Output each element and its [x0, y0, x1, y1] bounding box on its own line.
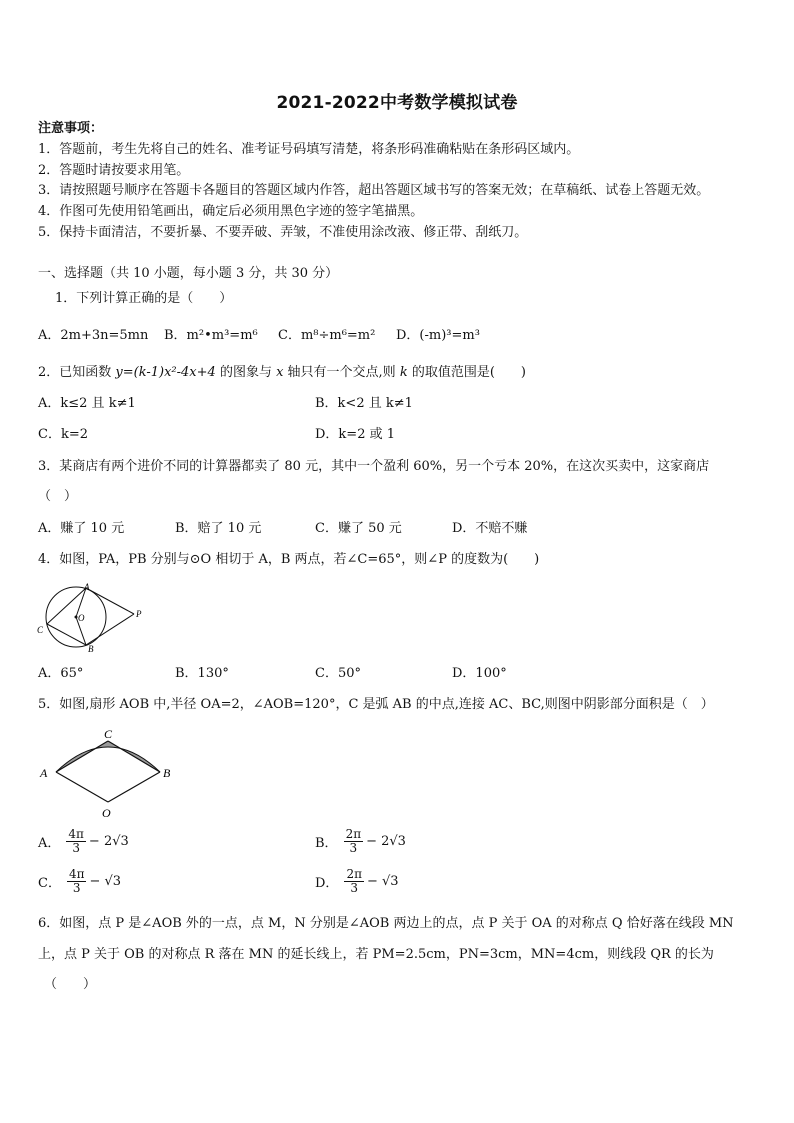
note-item: 5．保持卡面清洁，不要折暴、不要弄破、弄皱，不准使用涂改液、修正带、刮纸刀。 — [38, 225, 528, 240]
q5-option-rest: − 2√3 — [88, 834, 129, 849]
q5-arc-ab — [56, 747, 160, 772]
q3-option-c: C．赚了 50 元 — [315, 521, 402, 536]
q1-option-b: B．m²•m³=m⁶ — [164, 328, 258, 343]
q4-label-c: C — [37, 625, 44, 635]
q2-function: y=(k-1)x²-4x+4 — [115, 365, 216, 380]
q2-option-b: B．k<2 且 k≠1 — [315, 396, 413, 411]
q4-label-o: O — [78, 613, 85, 623]
note-item: 2．答题时请按要求用笔。 — [38, 163, 190, 178]
q4-label-b: B — [88, 644, 94, 652]
question-2-stem — [38, 365, 526, 381]
notes-heading: 注意事项： — [38, 121, 104, 136]
q5-fraction-den: 3 — [72, 881, 81, 895]
q4-option-d: D．100° — [452, 666, 507, 681]
q4-tangent-pb — [86, 614, 134, 645]
q3-option-d: D．不赔不赚 — [452, 521, 528, 536]
question-3-stem-cont: （ ） — [38, 489, 78, 504]
note-item: 3．请按照题号顺序在答题卡各题目的答题区域内作答，超出答题区域书写的答案无效；在草稿纸、试卷上答题无效。 — [38, 183, 710, 198]
q2-stem-part: 2．已知函数 — [38, 365, 116, 380]
q5-option-letter: C． — [38, 876, 61, 891]
q5-fraction-den: 3 — [72, 841, 80, 855]
q5-radius-ob — [108, 772, 160, 802]
q5-option-a — [38, 828, 129, 855]
q2-stem-part: 的取值范围是( ) — [407, 365, 526, 380]
q5-chord-ac — [56, 741, 108, 772]
q2-option-c: C．k=2 — [38, 427, 88, 442]
q2-var-k: k — [399, 365, 408, 380]
note-item: 4．作图可先使用铅笔画出，确定后必须用黑色字迹的签字笔描黑。 — [38, 204, 424, 219]
question-6-stem: 6．如图，点 P 是∠AOB 外的一点，点 M，N 分别是∠AOB 两边上的点，点 P 关于 OA 的对称点 Q 恰好落在线段 MN — [38, 916, 734, 931]
q1-option-c: C．m⁸÷m⁶=m² — [278, 328, 376, 343]
q5-option-letter: B． — [315, 836, 338, 851]
q5-label-a: A — [40, 766, 48, 780]
q5-label-b: B — [163, 766, 171, 780]
q3-option-b: B．赔了 10 元 — [175, 521, 262, 536]
question-3-stem: 3．某商店有两个进价不同的计算器都卖了 80 元，其中一个盈利 60%，另一个亏本 20%，在这次买卖中，这家商店 — [38, 459, 710, 474]
q5-fraction-num: 4π — [68, 827, 84, 841]
q4-circle-tangent-figure — [34, 580, 149, 652]
q5-label-o: O — [102, 806, 111, 820]
q5-fraction-num: 2π — [345, 827, 362, 841]
q4-label-a: A — [84, 582, 90, 592]
q2-option-a: A．k≤2 且 k≠1 — [38, 396, 136, 411]
question-6-answer-blank: （ ） — [44, 977, 97, 992]
question-5-stem: 5．如图,扇形 AOB 中,半径 OA=2，∠AOB=120°，C 是弧 AB 的中点,连接 AC、BC,则图中阴影部分面积是（ ） — [38, 697, 714, 712]
question-6-stem-cont: 上，点 P 关于 OB 的对称点 R 落在 MN 的延长线上，若 PM=2.5cm，PN=3cm，MN=4cm，则线段 QR 的长为 — [38, 947, 714, 962]
note-item: 1．答题前，考生先将自己的姓名、准考证号码填写清楚，将条形码准确粘贴在条形码区域内。 — [38, 142, 580, 157]
q5-shaded-region — [56, 741, 160, 772]
q2-stem-part: 轴只有一个交点,则 — [283, 365, 400, 380]
q2-stem-part: 的图象与 — [215, 365, 277, 380]
q5-sector-figure — [36, 724, 176, 820]
section-heading: 一、选择题（共 10 小题，每小题 3 分，共 30 分） — [38, 266, 339, 281]
q5-label-c: C — [104, 727, 113, 741]
q5-fraction — [344, 828, 364, 855]
q4-label-p: P — [136, 609, 142, 619]
q2-option-d: D．k=2 或 1 — [315, 427, 395, 442]
q5-fraction-den: 3 — [349, 841, 358, 855]
q5-option-rest: − 2√3 — [366, 834, 406, 849]
q5-option-rest: − √3 — [89, 874, 122, 889]
q5-fraction — [344, 868, 364, 895]
q2-var-x: x — [276, 365, 284, 380]
q5-option-rest: − √3 — [366, 874, 399, 889]
q5-fraction-den: 3 — [350, 881, 359, 895]
q5-option-c — [38, 868, 121, 895]
q5-fraction-num: 4π — [68, 867, 85, 881]
q5-option-b — [315, 828, 406, 855]
page-title: 2021-2022中考数学模拟试卷 — [276, 93, 518, 113]
q4-option-a: A．65° — [38, 666, 84, 681]
q5-option-d — [315, 868, 399, 895]
q1-option-d: D．(-m)³=m³ — [396, 328, 480, 343]
q5-fraction-num: 2π — [346, 867, 362, 881]
q5-radius-oa — [56, 772, 108, 802]
q1-option-a: A．2m+3n=5mn — [38, 328, 149, 343]
question-1-stem: 1．下列计算正确的是（ ） — [55, 291, 233, 306]
q4-option-b: B．130° — [175, 666, 229, 681]
q5-fraction — [66, 828, 86, 855]
q5-option-letter: D． — [315, 876, 339, 891]
q4-option-c: C．50° — [315, 666, 361, 681]
question-4-stem: 4．如图，PA，PB 分别与⊙O 相切于 A，B 两点，若∠C=65°，则∠P 的度数为( ) — [38, 552, 540, 567]
q5-fraction — [67, 868, 87, 895]
q3-option-a: A．赚了 10 元 — [38, 521, 125, 536]
q5-option-letter: A． — [38, 836, 61, 851]
q4-tangent-pa — [86, 588, 134, 614]
q5-chord-bc — [108, 741, 160, 772]
